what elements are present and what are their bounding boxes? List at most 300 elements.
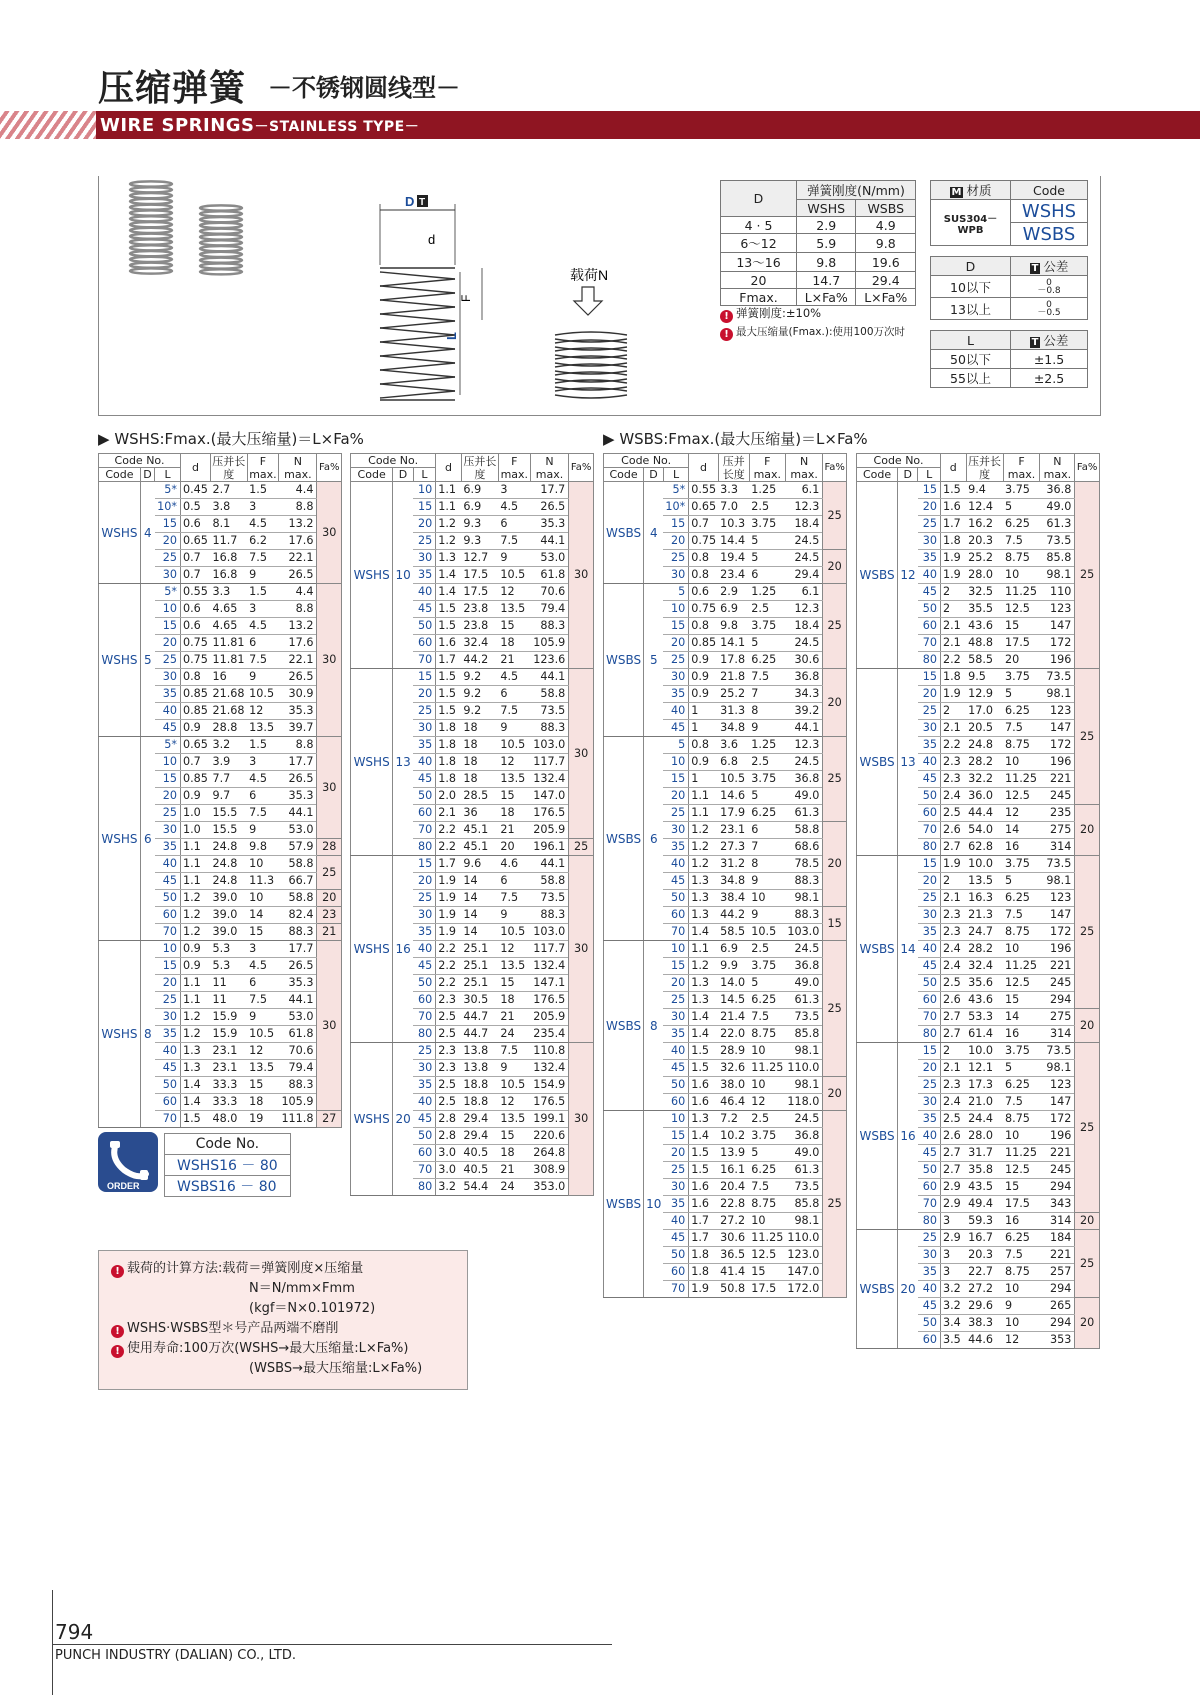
wire-d-value: 1.4 <box>689 1009 718 1026</box>
length-value: 25 <box>155 652 181 669</box>
series-code: WSHS <box>99 482 141 584</box>
page-title: 压缩弹簧 <box>98 68 247 109</box>
fa-value: 25 <box>569 839 594 856</box>
wire-d-value: 2.5 <box>436 1009 462 1026</box>
n-max-value: 36.8 <box>785 1128 823 1145</box>
pressed-length-value: 16.8 <box>210 550 247 567</box>
n-max-value: 88.3 <box>785 873 823 890</box>
material-table: M 材质 Code SUS304－WPB WSHS WSBS <box>930 180 1088 246</box>
pressed-length-value: 3.6 <box>718 737 749 754</box>
pressed-length-value: 28.2 <box>966 941 1003 958</box>
n-max-value: 35.3 <box>279 788 317 805</box>
length-value: 20 <box>413 516 436 533</box>
pressed-length-value: 28.9 <box>718 1043 749 1060</box>
calculation-notes: ! 载荷的计算方法:载荷＝弹簧刚度×压缩量 N＝N/mm×Fmm (kgf＝N×0.101972) ! WSHS·WSBS型＊号产品两端不磨削 ! 使用寿命:100万次(WSHS→最大压缩量:L×Fa%) (WSBS→最大压缩量:L×Fa%) <box>98 1250 468 1390</box>
n-max-value: 61.3 <box>785 992 823 1009</box>
f-max-value: 18 <box>498 992 530 1009</box>
spring-photo-coils-right <box>200 205 242 274</box>
f-max-value: 13.5 <box>247 1060 279 1077</box>
fa-value: 30 <box>569 482 594 669</box>
f-max-value: 24 <box>498 1026 530 1043</box>
length-value: 30 <box>413 720 436 737</box>
n-max-value: 35.3 <box>530 516 569 533</box>
f-max-value: 9 <box>1003 1298 1040 1315</box>
fa-value: 25 <box>317 856 342 890</box>
f-max-value: 12 <box>247 1043 279 1060</box>
pressed-length-value: 41.4 <box>718 1264 749 1281</box>
length-value: 45 <box>413 958 436 975</box>
pressed-length-value: 6.8 <box>718 754 749 771</box>
material-code-2: WSBS <box>1011 223 1088 246</box>
f-max-value: 6.25 <box>749 805 785 822</box>
pressed-length-value: 31.7 <box>966 1145 1003 1162</box>
wire-d-value: 1.5 <box>180 1111 210 1128</box>
col-n-max: N max. <box>530 454 569 482</box>
f-max-value: 12.5 <box>1003 1162 1040 1179</box>
f-max-value: 1.25 <box>749 584 785 601</box>
f-max-value: 5 <box>1003 873 1040 890</box>
wire-d-value: 2 <box>940 601 966 618</box>
length-value: 10 <box>155 601 181 618</box>
table-row <box>99 737 342 754</box>
pressed-length-value: 7.7 <box>210 771 247 788</box>
pressed-length-value: 14.4 <box>718 533 749 550</box>
pressed-length-value: 32.6 <box>718 1060 749 1077</box>
f-max-value: 7 <box>749 839 785 856</box>
wire-d-value: 0.55 <box>689 482 718 499</box>
n-max-value: 196 <box>1040 652 1075 669</box>
f-max-value: 10 <box>1003 1281 1040 1298</box>
length-value: 10 <box>413 482 436 499</box>
col-wire-d: d <box>689 454 718 482</box>
length-value: 70 <box>413 1009 436 1026</box>
wire-d-value: 1 <box>689 720 718 737</box>
f-max-value: 12.5 <box>749 1247 785 1264</box>
n-max-value: 314 <box>1040 1213 1075 1230</box>
pressed-length-value: 12.7 <box>461 550 498 567</box>
wire-d-value: 1.8 <box>689 1264 718 1281</box>
stiffness-row: 20 14.7 29.4 <box>721 272 916 289</box>
wire-d-value: 1.9 <box>940 856 966 873</box>
n-max-value: 196.1 <box>530 839 569 856</box>
length-value: 25 <box>155 992 181 1009</box>
series-code: WSHS <box>99 584 141 737</box>
f-max-value: 8.75 <box>1003 737 1040 754</box>
col-wire-d: d <box>436 454 462 482</box>
n-max-value: 123.0 <box>785 1247 823 1264</box>
f-max-value: 12.5 <box>1003 788 1040 805</box>
n-max-value: 205.9 <box>530 822 569 839</box>
col-fa: Fa% <box>1075 454 1100 482</box>
wire-d-value: 3.2 <box>436 1179 462 1196</box>
wire-d-value: 1.2 <box>436 533 462 550</box>
n-max-value: 73.5 <box>785 1009 823 1026</box>
f-max-value: 5 <box>1003 499 1040 516</box>
length-value: 45 <box>155 873 181 890</box>
pressed-length-value: 53.3 <box>966 1009 1003 1026</box>
f-max-value: 12 <box>1003 1332 1040 1349</box>
wire-d-value: 1.2 <box>180 924 210 941</box>
tolerance-l-row: 50以下 ±1.5 <box>931 350 1088 369</box>
wire-d-value: 2.3 <box>940 907 966 924</box>
length-value: 15 <box>413 499 436 516</box>
stiffness-col-group: 弹簧刚度(N/mm) <box>797 181 916 200</box>
wire-d-value: 1.1 <box>436 499 462 516</box>
f-max-value: 18 <box>498 805 530 822</box>
pressed-length-value: 14 <box>461 924 498 941</box>
wire-d-value: 1.9 <box>940 550 966 567</box>
wire-d-value: 2.4 <box>940 1094 966 1111</box>
wire-d-value: 1.9 <box>436 873 462 890</box>
n-max-value: 110 <box>1040 584 1075 601</box>
length-value: 10 <box>663 601 688 618</box>
pressed-length-value: 29.4 <box>461 1128 498 1145</box>
pressed-length-value: 25.1 <box>461 975 498 992</box>
f-max-value: 11.25 <box>749 1230 785 1247</box>
f-max-value: 12.5 <box>1003 601 1040 618</box>
length-value: 60 <box>918 992 941 1009</box>
wire-d-value: 1.6 <box>689 1179 718 1196</box>
wire-d-value: 1.3 <box>180 1060 210 1077</box>
length-value: 20 <box>663 635 688 652</box>
f-max-value: 5 <box>749 550 785 567</box>
n-max-value: 73.5 <box>1040 533 1075 550</box>
length-value: 40 <box>413 941 436 958</box>
n-max-value: 22.1 <box>279 550 317 567</box>
f-max-value: 8.75 <box>1003 550 1040 567</box>
pressed-length-value: 28.0 <box>966 1128 1003 1145</box>
f-max-value: 7.5 <box>1003 907 1040 924</box>
pressed-length-value: 10.5 <box>718 771 749 788</box>
fa-value: 25 <box>1075 669 1100 805</box>
n-max-value: 123 <box>1040 703 1075 720</box>
length-value: 70 <box>918 1009 941 1026</box>
n-max-value: 17.6 <box>279 635 317 652</box>
length-value: 80 <box>413 1179 436 1196</box>
length-value: 10 <box>155 754 181 771</box>
wire-d-value: 0.9 <box>180 788 210 805</box>
wire-d-value: 1.3 <box>689 975 718 992</box>
f-max-value: 7 <box>749 686 785 703</box>
pressed-length-value: 44.7 <box>461 1026 498 1043</box>
f-max-value: 4.5 <box>247 771 279 788</box>
pressed-length-value: 62.8 <box>966 839 1003 856</box>
pressed-length-value: 6.9 <box>718 601 749 618</box>
series-d: 6 <box>140 737 154 941</box>
wire-d-value: 3.2 <box>940 1281 966 1298</box>
wire-d-value: 1.9 <box>689 1281 718 1298</box>
f-label: F <box>459 294 473 302</box>
wire-d-value: 1.1 <box>180 839 210 856</box>
wire-d-value: 1.7 <box>436 856 462 873</box>
fa-value: 20 <box>823 669 847 737</box>
length-value: 25 <box>155 550 181 567</box>
length-value: 45 <box>918 771 941 788</box>
fa-value: 25 <box>1075 856 1100 1009</box>
pressed-length-value: 12.9 <box>966 686 1003 703</box>
f-max-value: 6.25 <box>749 1162 785 1179</box>
wire-d-value: 2.8 <box>436 1111 462 1128</box>
n-max-value: 85.8 <box>785 1196 823 1213</box>
pressed-length-value: 32.5 <box>966 584 1003 601</box>
wire-d-value: 1.4 <box>180 1077 210 1094</box>
f-max-value: 24 <box>498 1179 530 1196</box>
n-max-value: 58.8 <box>785 822 823 839</box>
pressed-length-value: 21.4 <box>718 1009 749 1026</box>
length-value: 25 <box>918 703 941 720</box>
n-max-value: 294 <box>1040 1281 1075 1298</box>
n-max-value: 147.0 <box>530 788 569 805</box>
length-value: 30 <box>155 822 181 839</box>
series-code: WSBS <box>604 737 644 941</box>
f-max-value: 12 <box>1003 805 1040 822</box>
n-max-value: 88.3 <box>530 618 569 635</box>
pressed-length-value: 35.6 <box>966 975 1003 992</box>
wire-d-value: 1.5 <box>436 686 462 703</box>
n-max-value: 103.0 <box>530 737 569 754</box>
pressed-length-value: 28.5 <box>461 788 498 805</box>
f-max-value: 12 <box>247 703 279 720</box>
f-max-value: 13.5 <box>247 720 279 737</box>
length-value: 50 <box>413 788 436 805</box>
n-max-value: 147 <box>1040 618 1075 635</box>
length-value: 40 <box>155 1043 181 1060</box>
length-value: 30 <box>155 669 181 686</box>
series-d: 14 <box>898 856 918 1043</box>
n-max-value: 98.1 <box>1040 1060 1075 1077</box>
n-max-value: 221 <box>1040 958 1075 975</box>
col-fa: Fa% <box>317 454 342 482</box>
n-max-value: 172 <box>1040 635 1075 652</box>
n-max-value: 110.8 <box>530 1043 569 1060</box>
pressed-length-value: 18.8 <box>461 1094 498 1111</box>
pressed-length-value: 39.0 <box>210 890 247 907</box>
n-max-value: 275 <box>1040 822 1075 839</box>
n-max-value: 70.6 <box>530 584 569 601</box>
wire-d-value: 1.1 <box>180 856 210 873</box>
n-max-value: 103.0 <box>530 924 569 941</box>
col-code-no: Code No. <box>99 454 181 468</box>
pressed-length-value: 20.5 <box>966 720 1003 737</box>
wire-d-value: 2.2 <box>436 958 462 975</box>
wire-d-value: 2.3 <box>436 1043 462 1060</box>
pressed-length-value: 3.8 <box>210 499 247 516</box>
wire-d-value: 1.1 <box>689 805 718 822</box>
pressed-length-value: 23.4 <box>718 567 749 584</box>
col-code: Code <box>857 468 898 482</box>
n-max-value: 98.1 <box>785 1077 823 1094</box>
fa-value: 20 <box>1075 1213 1100 1230</box>
n-max-value: 24.5 <box>785 1111 823 1128</box>
table-row <box>604 737 847 754</box>
pressed-length-value: 38.0 <box>718 1077 749 1094</box>
length-value: 70 <box>918 635 941 652</box>
length-value: 35 <box>155 1026 181 1043</box>
n-max-value: 123.6 <box>530 652 569 669</box>
pressed-length-value: 48.0 <box>210 1111 247 1128</box>
length-value: 40 <box>413 1094 436 1111</box>
page-number: 794 <box>55 1620 94 1644</box>
page-subtitle: －不锈钢圆线型－ <box>268 74 460 102</box>
pressed-length-value: 45.1 <box>461 839 498 856</box>
wire-d-value: 1.2 <box>180 1009 210 1026</box>
n-max-value: 196 <box>1040 941 1075 958</box>
n-max-value: 205.9 <box>530 1009 569 1026</box>
n-max-value: 196 <box>1040 1128 1075 1145</box>
wire-d-value: 2 <box>940 703 966 720</box>
n-max-value: 24.5 <box>785 533 823 550</box>
pressed-length-value: 58.5 <box>718 924 749 941</box>
wire-d-value: 2.5 <box>940 1111 966 1128</box>
n-max-value: 49.0 <box>785 1145 823 1162</box>
wire-d-value: 3.0 <box>436 1162 462 1179</box>
table-row <box>99 941 342 958</box>
length-value: 45 <box>918 958 941 975</box>
n-max-value: 61.3 <box>785 805 823 822</box>
col-n-max: N max. <box>1040 454 1075 482</box>
n-max-value: 184 <box>1040 1230 1075 1247</box>
pressed-length-value: 16.8 <box>210 567 247 584</box>
n-max-value: 73.5 <box>530 703 569 720</box>
n-max-value: 221 <box>1040 1247 1075 1264</box>
wire-d-value: 1.2 <box>689 958 718 975</box>
stiffness-note-1: ! 弹簧刚度:±10% <box>720 305 821 323</box>
f-max-value: 16 <box>1003 839 1040 856</box>
n-max-value: 24.5 <box>785 635 823 652</box>
stiffness-row: 4 · 5 2.9 4.9 <box>721 217 916 234</box>
fa-value: 28 <box>317 839 342 856</box>
f-max-value: 2.5 <box>749 499 785 516</box>
f-max-value: 8.75 <box>749 1026 785 1043</box>
col-wire-d: d <box>940 454 966 482</box>
length-value: 5 <box>663 737 688 754</box>
n-max-value: 172 <box>1040 737 1075 754</box>
table-row <box>604 584 847 601</box>
f-max-value: 6 <box>749 567 785 584</box>
info-icon: ! <box>720 310 733 323</box>
n-max-value: 8.8 <box>279 601 317 618</box>
wire-d-value: 2.6 <box>940 992 966 1009</box>
pressed-length-value: 18.8 <box>461 1077 498 1094</box>
wire-d-value: 1.5 <box>689 1043 718 1060</box>
spring-photo-coils-left <box>130 181 172 273</box>
length-value: 30 <box>918 907 941 924</box>
f-max-value: 6.25 <box>1003 703 1040 720</box>
pressed-length-value: 19.4 <box>718 550 749 567</box>
n-max-value: 308.9 <box>530 1162 569 1179</box>
wire-d-value: 1.8 <box>940 669 966 686</box>
n-max-value: 314 <box>1040 1026 1075 1043</box>
wire-d-value: 2.2 <box>436 822 462 839</box>
n-max-value: 245 <box>1040 1162 1075 1179</box>
length-value: 70 <box>918 1196 941 1213</box>
n-max-value: 353.0 <box>530 1179 569 1196</box>
f-max-value: 10.5 <box>749 924 785 941</box>
pressed-length-value: 9.5 <box>966 669 1003 686</box>
stiffness-row: 6～12 5.9 9.8 <box>721 234 916 253</box>
pressed-length-value: 9.9 <box>718 958 749 975</box>
wire-d-value: 2.7 <box>940 1026 966 1043</box>
f-max-value: 3.75 <box>1003 1043 1040 1060</box>
wire-d-value: 0.6 <box>180 601 210 618</box>
n-max-value: 98.1 <box>1040 567 1075 584</box>
n-max-value: 29.4 <box>785 567 823 584</box>
pressed-length-value: 24.7 <box>966 924 1003 941</box>
f-max-value: 6 <box>498 686 530 703</box>
pressed-length-value: 54.0 <box>966 822 1003 839</box>
pressed-length-value: 21.68 <box>210 703 247 720</box>
length-value: 25 <box>155 805 181 822</box>
pressed-length-value: 58.5 <box>966 652 1003 669</box>
f-max-value: 13.5 <box>498 1111 530 1128</box>
f-max-value: 6.25 <box>1003 890 1040 907</box>
wire-d-value: 2.5 <box>436 1026 462 1043</box>
col-code-no: Code No. <box>351 454 436 468</box>
length-value: 25 <box>663 652 688 669</box>
n-max-value: 12.3 <box>785 737 823 754</box>
wire-d-value: 2.5 <box>436 1077 462 1094</box>
n-max-value: 12.3 <box>785 601 823 618</box>
f-max-value: 3.75 <box>749 516 785 533</box>
n-max-value: 4.4 <box>279 584 317 601</box>
length-value: 30 <box>918 1247 941 1264</box>
pressed-length-value: 11 <box>210 975 247 992</box>
pressed-length-value: 18 <box>461 737 498 754</box>
f-max-value: 4.5 <box>498 499 530 516</box>
wire-d-value: 1.8 <box>436 720 462 737</box>
n-max-value: 117.7 <box>530 941 569 958</box>
length-value: 50 <box>413 1128 436 1145</box>
length-value: 70 <box>663 924 688 941</box>
pressed-length-value: 13.5 <box>966 873 1003 890</box>
f-max-value: 7.5 <box>749 1179 785 1196</box>
pressed-length-value: 48.8 <box>966 635 1003 652</box>
length-value: 10 <box>155 941 181 958</box>
col-fa: Fa% <box>569 454 594 482</box>
pressed-length-value: 22.0 <box>718 1026 749 1043</box>
spring-compressed-view <box>555 332 627 398</box>
f-max-value: 16 <box>1003 1026 1040 1043</box>
n-max-value: 88.3 <box>279 924 317 941</box>
wire-d-value: 1.4 <box>689 1128 718 1145</box>
pressed-length-value: 2.9 <box>718 584 749 601</box>
length-value: 5* <box>155 737 181 754</box>
f-max-value: 3 <box>247 941 279 958</box>
length-value: 40 <box>413 584 436 601</box>
wire-d-value: 1.6 <box>940 499 966 516</box>
wire-d-value: 0.45 <box>180 482 210 499</box>
col-l: L <box>918 468 941 482</box>
col-fa: Fa% <box>823 454 847 482</box>
length-value: 15 <box>155 618 181 635</box>
f-max-value: 7.5 <box>247 805 279 822</box>
pressed-length-value: 9.8 <box>718 618 749 635</box>
n-max-value: 6.1 <box>785 482 823 499</box>
n-max-value: 221 <box>1040 1145 1075 1162</box>
pressed-length-value: 22.8 <box>718 1196 749 1213</box>
col-f-max: F max. <box>247 454 279 482</box>
n-max-value: 26.5 <box>279 669 317 686</box>
f-max-value: 3.75 <box>1003 856 1040 873</box>
length-value: 50 <box>918 788 941 805</box>
length-value: 60 <box>155 907 181 924</box>
pressed-length-value: 35.8 <box>966 1162 1003 1179</box>
f-max-value: 6 <box>498 873 530 890</box>
wire-d-value: 3 <box>940 1264 966 1281</box>
pressed-length-value: 15.5 <box>210 805 247 822</box>
stiffness-table <box>720 180 916 306</box>
wire-d-value: 0.85 <box>180 771 210 788</box>
